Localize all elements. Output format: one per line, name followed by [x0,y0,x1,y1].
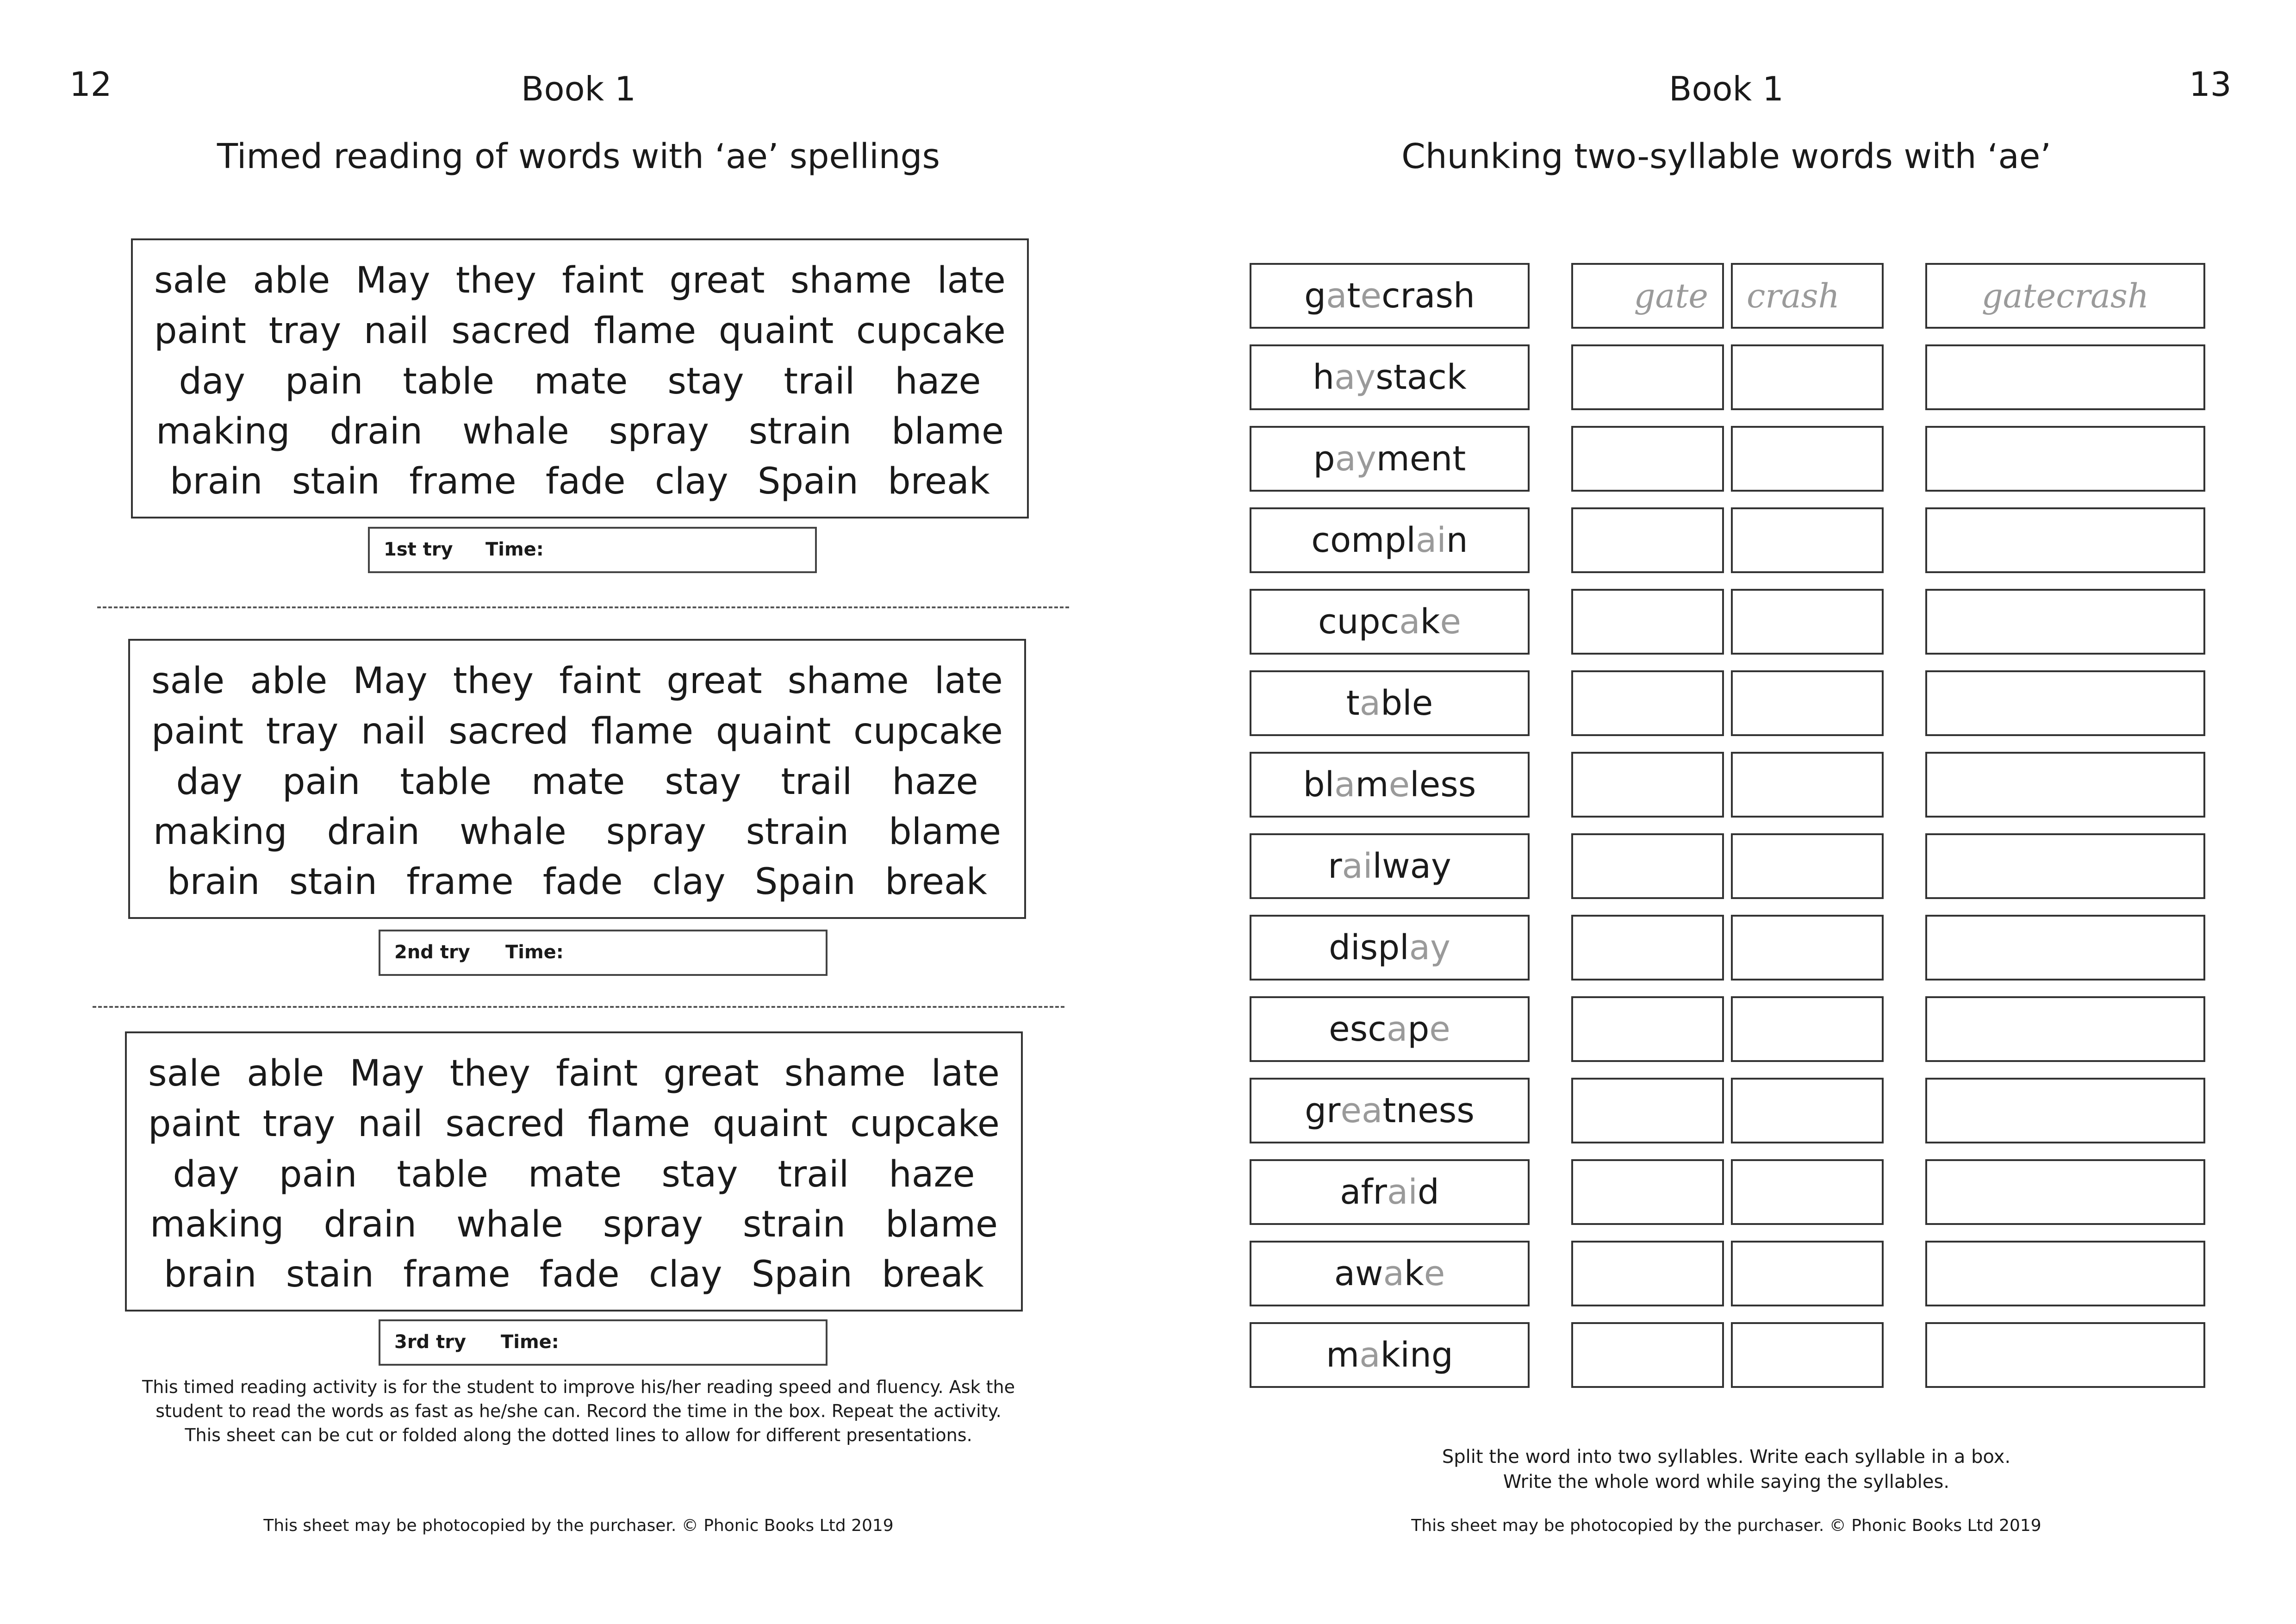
word-text: t [1346,683,1360,723]
syllable-2-box[interactable] [1731,1241,1884,1306]
word: great [666,660,762,702]
word-text: compl [1311,520,1416,560]
whole-word-box[interactable] [1925,263,2205,329]
word: table [400,761,492,803]
word-text: afr [1340,1172,1387,1212]
word-text: t [1347,276,1361,316]
word: cupcake [856,310,1006,352]
syllable-2-box[interactable] [1731,426,1884,492]
word: break [882,1254,984,1295]
word: spray [603,1204,703,1245]
word: blame [889,811,1002,853]
word-text: king [1380,1335,1453,1375]
syllable-2-box[interactable] [1731,670,1884,736]
vowel-highlight: e [1424,1254,1445,1293]
example-syllable-1: gate [1634,276,1708,315]
word: frame [406,861,514,903]
word: paint [154,310,246,352]
book-label-right: Book 1 [1669,69,1784,108]
word: flame [591,711,694,752]
word: faint [562,260,644,301]
word: pain [285,361,363,402]
word: pain [279,1154,357,1195]
word: faint [559,660,641,702]
word: fade [545,461,626,502]
try-label: 3rd try [394,1331,467,1353]
instructions-right: Split the word into two syllables. Write each syllable in a box. Write the whole word while saying the syllables. [1442,1446,2011,1493]
syllable-2-box[interactable] [1731,1322,1884,1388]
word: they [449,1053,531,1094]
word-text: m [1355,765,1389,805]
word-text: gr [1305,1091,1341,1131]
whole-word-box[interactable] [1925,426,2205,492]
word-text: p [1407,1009,1430,1049]
syllable-2-box[interactable] [1731,996,1884,1062]
word: May [353,660,428,702]
syllable-1-box[interactable] [1571,1078,1724,1143]
syllable-1-box[interactable] [1571,1159,1724,1225]
vowel-highlight: ea [1340,1091,1383,1131]
time-label: Time: [501,1331,559,1353]
word: tray [266,711,339,752]
word: late [934,660,1003,702]
word: shame [787,660,909,702]
word: flame [588,1103,691,1145]
word-text: tness [1382,1091,1475,1131]
word: trail [778,1154,849,1195]
word: nail [361,711,426,752]
example-syllable-2: crash [1747,276,1840,315]
word: making [149,1204,284,1245]
word: great [669,260,765,301]
word-text: n [1446,520,1468,560]
vowel-highlight: ay [1409,928,1450,968]
word: day [173,1154,239,1195]
word: late [937,260,1006,301]
word: Spain [757,461,859,502]
syllable-2-box[interactable] [1731,1078,1884,1143]
word-text: m [1326,1335,1360,1375]
word-text: crash [1381,276,1475,316]
whole-word-box[interactable] [1925,1322,2205,1388]
word-cell [1250,670,1530,736]
vowel-highlight: ai [1342,846,1373,886]
word-text: stack [1375,357,1467,397]
word: brain [164,1254,257,1295]
word: clay [654,461,728,502]
syllable-1-box[interactable] [1571,752,1724,818]
time-label: Time: [505,942,564,963]
word-cell [1250,1078,1530,1143]
word: day [179,361,245,402]
word: May [349,1053,424,1094]
word: they [455,260,537,301]
word-cell [1250,833,1530,899]
syllable-1-box[interactable] [1571,426,1724,492]
word-text: r [1328,846,1342,886]
syllable-1-box[interactable] [1571,915,1724,981]
word: break [888,461,990,502]
word: quaint [718,310,834,352]
syllable-2-box[interactable] [1731,752,1884,818]
vowel-highlight: a [1334,765,1356,805]
word-text: aw [1334,1254,1383,1293]
word: brain [170,461,263,502]
word-cell [1250,752,1530,818]
whole-word-box[interactable] [1925,507,2205,573]
whole-word-box[interactable] [1925,344,2205,410]
word: cupcake [853,711,1003,752]
word: they [453,660,534,702]
word: pain [282,761,361,803]
whole-word-box[interactable] [1925,1241,2205,1306]
vowel-highlight: ay [1334,357,1376,397]
word: flame [594,310,697,352]
word: shame [790,260,912,301]
example-whole-word: gatecrash [1981,276,2149,315]
vowel-highlight: a [1359,683,1381,723]
vowel-highlight: a [1326,276,1347,316]
syllable-1-box[interactable] [1571,1241,1724,1306]
word: frame [403,1254,510,1295]
word-cell [1250,915,1530,981]
word: sale [154,260,228,301]
time-label: Time: [485,539,544,560]
word-cell [1250,996,1530,1062]
word: trail [781,761,852,803]
word: sacred [445,1103,566,1145]
word: trail [784,361,855,402]
word: tray [262,1103,336,1145]
word: shame [784,1053,906,1094]
vowel-highlight: a [1386,1009,1408,1049]
vowel-highlight: e [1440,602,1461,642]
word: drain [330,411,423,452]
word: sacred [451,310,572,352]
syllable-2-box[interactable] [1731,589,1884,655]
word: stain [289,861,377,903]
word-text: esc [1329,1009,1387,1049]
whole-word-box[interactable] [1925,833,2205,899]
word: Spain [751,1254,852,1295]
word-cell [1250,426,1530,492]
word: stay [665,761,741,803]
vowel-highlight: a [1383,1254,1404,1293]
word: drain [327,811,420,853]
word: fade [539,1254,620,1295]
word-text: ble [1381,683,1433,723]
whole-word-box[interactable] [1925,670,2205,736]
whole-word-box[interactable] [1925,996,2205,1062]
syllable-1-box[interactable] [1571,589,1724,655]
word: drain [324,1204,417,1245]
vowel-highlight: a [1359,1335,1381,1375]
word: stay [667,361,744,402]
whole-word-box[interactable] [1925,752,2205,818]
syllable-2-box[interactable] [1731,263,1884,329]
word: late [931,1053,1000,1094]
word: spray [606,811,706,853]
word-text: less [1410,765,1476,805]
word: frame [409,461,516,502]
syllable-2-box[interactable] [1731,507,1884,573]
word: May [355,260,430,301]
word: great [663,1053,759,1094]
syllable-1-box[interactable] [1571,670,1724,736]
word: strain [742,1204,846,1245]
syllable-2-box[interactable] [1731,1159,1884,1225]
word: whale [456,1204,563,1245]
word: stay [661,1154,738,1195]
word-text: p [1313,439,1335,479]
word-cell [1250,507,1530,573]
word-text: lway [1372,846,1451,886]
word-cell [1250,589,1530,655]
word: paint [151,711,243,752]
word: strain [746,811,849,853]
syllable-1-box[interactable] [1571,996,1724,1062]
word: quaint [712,1103,828,1145]
word: whale [460,811,566,853]
word: blame [891,411,1004,452]
word: clay [648,1254,722,1295]
word: haze [889,1154,975,1195]
vowel-highlight: ay [1335,439,1376,479]
syllable-2-box[interactable] [1731,833,1884,899]
word: spray [609,411,709,452]
word: nail [364,310,429,352]
word: Spain [754,861,856,903]
syllable-1-box[interactable] [1571,263,1724,329]
word: mate [531,761,625,803]
word: sale [148,1053,222,1094]
word-text: displ [1329,928,1409,968]
word: blame [885,1204,998,1245]
vowel-highlight: ai [1387,1172,1418,1212]
syllable-2-box[interactable] [1731,344,1884,410]
word: able [253,260,330,301]
page-number-left: 12 [69,65,112,104]
word: table [403,361,494,402]
whole-word-box[interactable] [1925,915,2205,981]
word: whale [462,411,569,452]
word: table [397,1154,488,1195]
vowel-highlight: a [1399,602,1420,642]
try-label: 1st try [384,539,453,560]
word-text: cupc [1318,602,1400,642]
vowel-highlight: e [1388,765,1410,805]
instructions-left: This timed reading activity is for the student to improve his/her reading speed and fluency. Ask the student to read the words as fast as he/she can. Record the time in the box. Repeat the activity. This sheet can be cut or folded along the dotted lines to allow for different presentations. [142,1377,1015,1445]
vowel-highlight: ai [1415,520,1446,560]
book-label-left: Book 1 [521,69,636,108]
vowel-highlight: e [1429,1009,1450,1049]
word: mate [534,361,628,402]
word-text: k [1404,1254,1424,1293]
copyright-right: This sheet may be photocopied by the purchaser. © Phonic Books Ltd 2019 [1411,1516,2041,1535]
word: making [153,811,287,853]
syllable-1-box[interactable] [1571,1322,1724,1388]
word: strain [748,411,852,452]
syllable-1-box[interactable] [1571,833,1724,899]
word: paint [148,1103,240,1145]
word: haze [892,761,978,803]
word-text: bl [1303,765,1335,805]
word: day [176,761,243,803]
word: stain [286,1254,374,1295]
word-cell [1250,344,1530,410]
word: clay [652,861,726,903]
word: fade [542,861,623,903]
word: brain [167,861,260,903]
page-number-right: 13 [2189,65,2232,104]
word-cell [1250,1159,1530,1225]
page-title-right: Chunking two-syllable words with ‘ae’ [1401,137,2051,176]
word-text: g [1304,276,1326,316]
word: able [250,660,328,702]
word: making [156,411,290,452]
word: sale [151,660,225,702]
syllable-2-box[interactable] [1731,915,1884,981]
word-cell [1250,1322,1530,1388]
word-text: h [1313,357,1335,397]
word: tray [268,310,342,352]
copyright-left: This sheet may be photocopied by the purchaser. © Phonic Books Ltd 2019 [263,1516,894,1535]
word: able [247,1053,324,1094]
word: faint [556,1053,638,1094]
word: mate [528,1154,622,1195]
word: haze [895,361,981,402]
word: break [885,861,987,903]
try-label: 2nd try [394,942,470,963]
vowel-highlight: e [1360,276,1381,316]
whole-word-box[interactable] [1925,589,2205,655]
word: quaint [716,711,831,752]
word: cupcake [850,1103,1000,1145]
word: stain [292,461,380,502]
word-text: k [1420,602,1440,642]
word-text: d [1417,1172,1439,1212]
syllable-1-box[interactable] [1571,507,1724,573]
whole-word-box[interactable] [1925,1159,2205,1225]
word: nail [358,1103,423,1145]
word-cell [1250,263,1530,329]
word-text: ment [1376,439,1466,479]
whole-word-box[interactable] [1925,1078,2205,1143]
syllable-1-box[interactable] [1571,344,1724,410]
page-title-left: Timed reading of words with ‘ae’ spellings [217,137,940,176]
word: sacred [448,711,569,752]
word-cell [1250,1241,1530,1306]
